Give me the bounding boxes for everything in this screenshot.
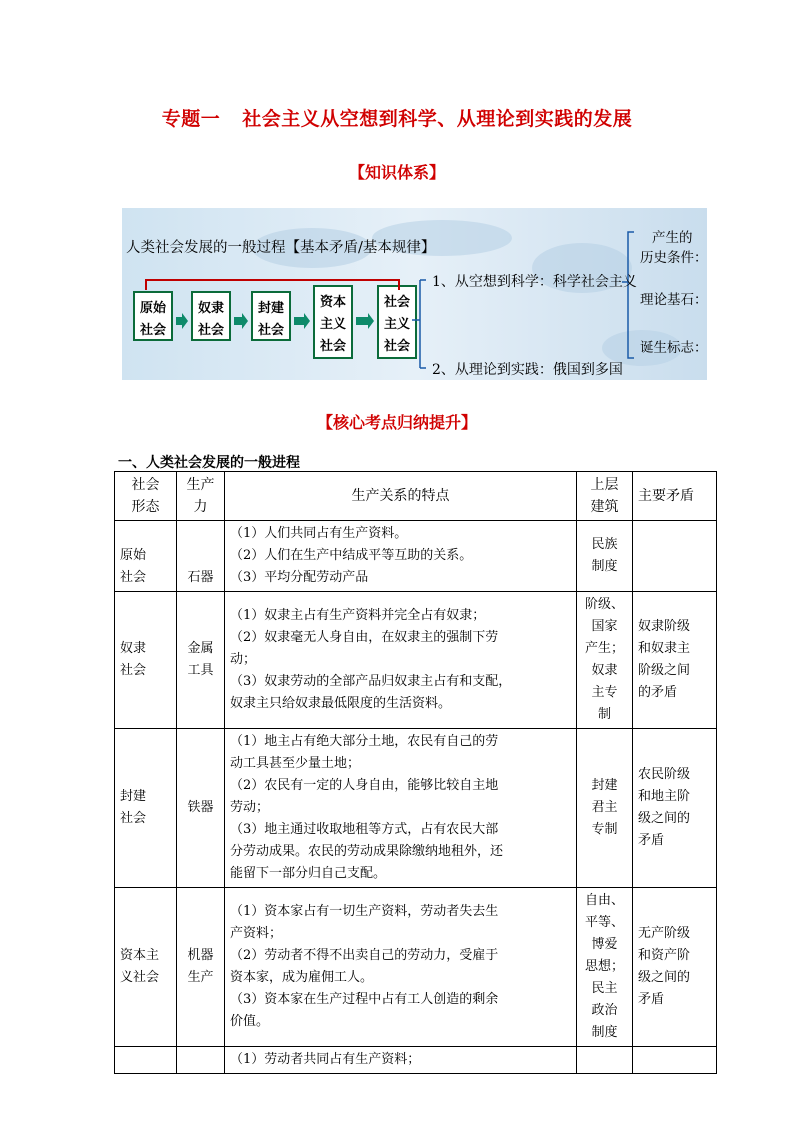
cell-superstructure [577,1047,633,1074]
cell-superstructure: 阶级、 国家 产生； 奴隶 主专 制 [577,592,633,729]
cell-superstructure: 自由、 平等、 博爱 思想； 民主 政治 制度 [577,888,633,1047]
cell-contradiction [633,521,717,592]
cell-form: 资本主 义社会 [115,888,177,1047]
page-title [0,104,794,131]
knowledge-heading: 【知识体系】 [348,163,445,182]
section1-title: 一、人类社会发展的一般进程 [118,455,300,471]
cell-contradiction [633,1047,717,1074]
cell-relations: （1）奴隶主占有生产资料并完全占有奴隶； （2）奴隶毫无人身自由，在奴隶主的强制下劳 动； （3）奴隶劳动的全部产品归奴隶主占有和支配， 奴隶主只给奴隶最低限度的生活资料。 [225,592,577,729]
society-table [114,471,717,1074]
stage-label: 社会 [197,323,225,338]
stage-label: 社会 [319,339,347,354]
table-row [115,1047,717,1074]
title-part2: 社会主义从空想到科学、从理论到实践的发展 [242,108,633,130]
stage-label: 封建 [257,301,285,316]
stage-label: 奴隶 [197,301,225,316]
right-item-label: 理论基石： [640,292,707,308]
table-header-cell: 主要矛盾 [633,472,717,521]
cell-superstructure: 封建 君主 专制 [577,729,633,888]
cell-relations: （1）地主占有绝大部分土地，农民有自己的劳 动工具甚至少量土地； （2）农民有一定的人身自由，能够比较自主地 劳动； （3）地主通过收取地租等方式，占有农民大部 分劳动成果。农民的劳动成果除缴纳地租外，还 能留下一部分归自己支配。 [225,729,577,888]
table-row [115,729,717,888]
stage-label: 资本 [319,295,347,310]
table-header-cell: 生产关系的特点 [225,472,577,521]
table-row [115,521,717,592]
cell-superstructure: 民族 制度 [577,521,633,592]
table-header-cell: 生产 力 [177,472,225,521]
cell-form: 封建 社会 [115,729,177,888]
cell-contradiction: 农民阶级 和地主阶 级之间的 矛盾 [633,729,717,888]
cell-form: 原始 社会 [115,521,177,592]
cell-form [115,1047,177,1074]
title-part1: 专题一 [161,108,221,130]
cell-productivity: 石器 [177,521,225,592]
branch2-label: 2、从理论到实践：俄国到多国 [432,362,623,378]
cell-productivity [177,1047,225,1074]
branch1-label: 1、从空想到科学：科学社会主义 [432,274,637,290]
stage-label: 主义 [383,317,411,332]
cell-productivity: 金属 工具 [177,592,225,729]
cell-relations: （1）人们共同占有生产资料。 （2）人们在生产中结成平等互助的关系。 （3）平均分配劳动产品 [225,521,577,592]
table-header-cell: 社会 形态 [115,472,177,521]
stage-label: 原始 [139,301,167,316]
cell-productivity: 铁器 [177,729,225,888]
cell-contradiction: 奴隶阶级 和奴隶主 阶级之间 的矛盾 [633,592,717,729]
cell-form: 奴隶 社会 [115,592,177,729]
cell-relations: （1）资本家占有一切生产资料，劳动者失去生 产资料； （2）劳动者不得不出卖自己的劳动力，受雇于 资本家，成为雇佣工人。 （3）资本家在生产过程中占有工人创造的剩余 价值。 [225,888,577,1047]
cell-productivity: 机器 生产 [177,888,225,1047]
stage-label: 主义 [319,317,347,332]
right-item-label: 历史条件： [640,250,707,266]
general-process-label: 人类社会发展的一般过程【基本矛盾/基本规律】 [126,240,436,256]
cell-contradiction: 无产阶级 和资产阶 级之间的 矛盾 [633,888,717,1047]
stage-label: 社会 [383,295,411,310]
knowledge-diagram [122,208,707,380]
stage-label: 社会 [383,339,411,354]
cell-relations: （1）劳动者共同占有生产资料； [225,1047,577,1074]
table-row [115,888,717,1047]
table-header-cell: 上层 建筑 [577,472,633,521]
table-row [115,592,717,729]
stage-label: 社会 [139,323,167,338]
core-heading: 【核心考点归纳提升】 [316,413,477,432]
right-item-label: 产生的 [652,230,693,246]
stage-label: 社会 [257,323,285,338]
right-item-label: 诞生标志： [640,340,707,356]
table-header-row [115,472,717,521]
